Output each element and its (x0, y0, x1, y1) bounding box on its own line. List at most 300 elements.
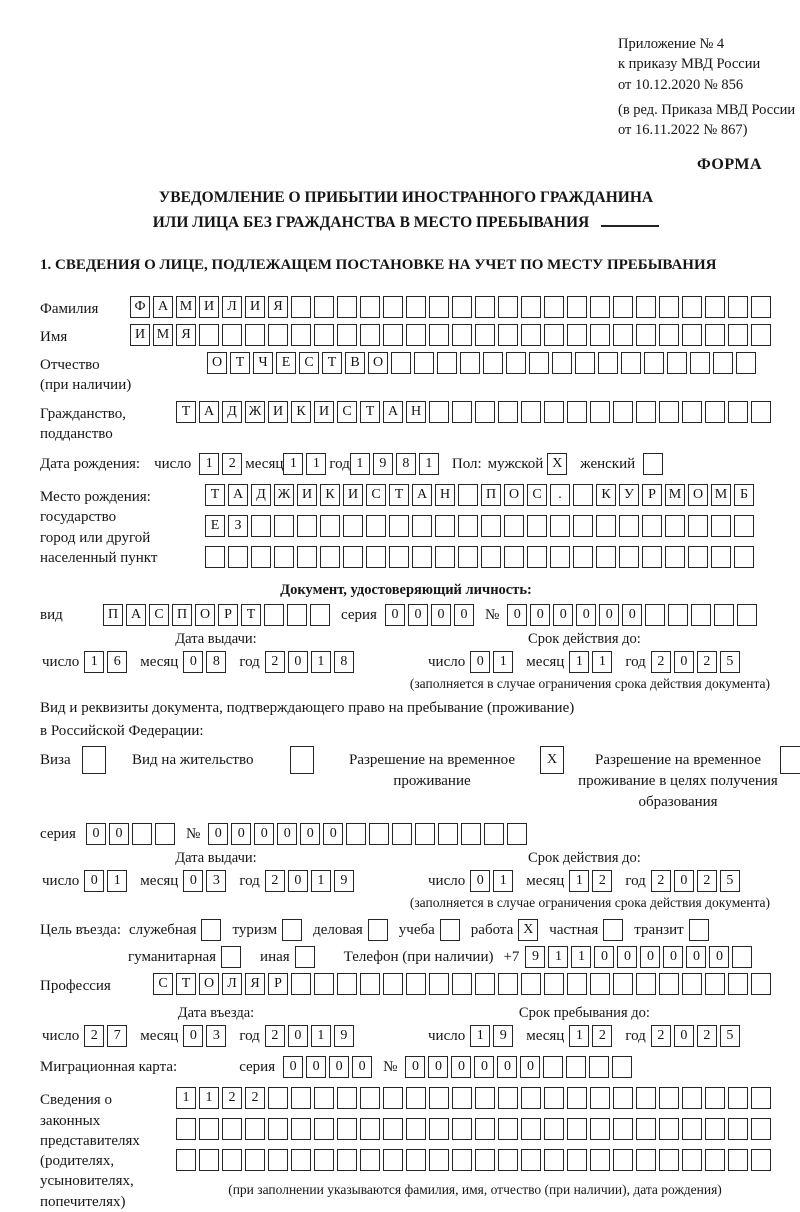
char-box[interactable] (314, 973, 334, 995)
char-box[interactable] (682, 973, 702, 995)
char-box[interactable] (461, 823, 481, 845)
char-box[interactable] (291, 324, 311, 346)
char-box[interactable] (521, 1118, 541, 1140)
char-box[interactable] (366, 515, 386, 537)
char-box[interactable] (498, 401, 518, 423)
char-box[interactable] (734, 546, 754, 568)
char-box[interactable] (573, 515, 593, 537)
char-box[interactable] (705, 324, 725, 346)
char-box[interactable]: О (195, 604, 215, 626)
purpose-tourism-checkbox[interactable] (282, 919, 302, 941)
char-box[interactable] (596, 546, 616, 568)
char-box[interactable] (458, 546, 478, 568)
purpose-transit-checkbox[interactable] (689, 919, 709, 941)
char-box[interactable]: П (103, 604, 123, 626)
option-temp-residence-education-checkbox[interactable] (780, 746, 800, 774)
char-box[interactable] (484, 823, 504, 845)
char-box[interactable] (527, 546, 547, 568)
char-box[interactable] (222, 1118, 242, 1140)
char-box[interactable]: 7 (107, 1025, 127, 1047)
char-box[interactable]: Ж (274, 484, 294, 506)
char-box[interactable] (475, 296, 495, 318)
char-box[interactable]: 0 (576, 604, 596, 626)
char-box[interactable]: 0 (497, 1056, 517, 1078)
char-box[interactable]: 8 (206, 651, 226, 673)
char-box[interactable] (751, 296, 771, 318)
char-box[interactable] (498, 1118, 518, 1140)
char-box[interactable]: И (343, 484, 363, 506)
char-box[interactable]: 1 (176, 1087, 196, 1109)
char-box[interactable] (245, 324, 265, 346)
char-box[interactable]: 9 (373, 453, 393, 475)
char-box[interactable] (690, 352, 710, 374)
char-box[interactable] (452, 1087, 472, 1109)
char-box[interactable]: 0 (507, 604, 527, 626)
char-box[interactable] (668, 604, 688, 626)
char-box[interactable] (507, 823, 527, 845)
char-box[interactable] (688, 546, 708, 568)
char-box[interactable]: 1 (569, 1025, 589, 1047)
char-box[interactable]: К (320, 484, 340, 506)
char-box[interactable] (613, 1087, 633, 1109)
char-box[interactable] (199, 1149, 219, 1171)
char-box[interactable] (728, 1149, 748, 1171)
char-box[interactable]: Ф (130, 296, 150, 318)
char-box[interactable] (314, 1087, 334, 1109)
char-box[interactable]: И (268, 401, 288, 423)
char-box[interactable] (590, 973, 610, 995)
char-box[interactable] (406, 324, 426, 346)
char-box[interactable] (728, 1118, 748, 1140)
char-box[interactable] (682, 1087, 702, 1109)
char-box[interactable]: П (481, 484, 501, 506)
char-box[interactable]: 0 (686, 946, 706, 968)
char-box[interactable] (389, 515, 409, 537)
char-box[interactable]: 0 (640, 946, 660, 968)
char-box[interactable] (544, 1118, 564, 1140)
char-box[interactable]: 3 (206, 1025, 226, 1047)
char-box[interactable] (429, 1087, 449, 1109)
char-box[interactable] (589, 1056, 609, 1078)
char-box[interactable]: Т (389, 484, 409, 506)
char-box[interactable] (613, 324, 633, 346)
char-box[interactable] (613, 1149, 633, 1171)
char-box[interactable] (659, 973, 679, 995)
char-box[interactable]: 0 (428, 1056, 448, 1078)
char-box[interactable] (567, 1087, 587, 1109)
char-box[interactable] (452, 1118, 472, 1140)
char-box[interactable] (245, 1118, 265, 1140)
char-box[interactable] (435, 515, 455, 537)
purpose-humanitarian-checkbox[interactable] (221, 946, 241, 968)
char-box[interactable]: 0 (617, 946, 637, 968)
char-box[interactable]: В (345, 352, 365, 374)
char-box[interactable]: 1 (283, 453, 303, 475)
char-box[interactable] (682, 296, 702, 318)
char-box[interactable] (498, 973, 518, 995)
char-box[interactable] (751, 1118, 771, 1140)
purpose-study-checkbox[interactable] (440, 919, 460, 941)
char-box[interactable]: 5 (720, 870, 740, 892)
char-box[interactable] (406, 1087, 426, 1109)
char-box[interactable] (360, 1149, 380, 1171)
char-box[interactable]: 0 (474, 1056, 494, 1078)
char-box[interactable]: 2 (651, 870, 671, 892)
char-box[interactable] (475, 1118, 495, 1140)
sex-male-checkbox[interactable]: X (547, 453, 567, 475)
char-box[interactable] (621, 352, 641, 374)
char-box[interactable]: 0 (451, 1056, 471, 1078)
char-box[interactable] (498, 296, 518, 318)
char-box[interactable]: 5 (720, 651, 740, 673)
char-box[interactable] (429, 401, 449, 423)
char-box[interactable] (176, 1149, 196, 1171)
char-box[interactable]: 0 (288, 651, 308, 673)
char-box[interactable]: 6 (107, 651, 127, 673)
char-box[interactable] (521, 1149, 541, 1171)
char-box[interactable] (736, 352, 756, 374)
char-box[interactable]: Н (406, 401, 426, 423)
char-box[interactable]: 2 (697, 651, 717, 673)
char-box[interactable]: Я (176, 324, 196, 346)
char-box[interactable]: 2 (84, 1025, 104, 1047)
char-box[interactable] (751, 324, 771, 346)
char-box[interactable]: 1 (107, 870, 127, 892)
char-box[interactable] (297, 546, 317, 568)
char-box[interactable] (460, 352, 480, 374)
char-box[interactable]: Р (218, 604, 238, 626)
char-box[interactable]: 0 (674, 870, 694, 892)
char-box[interactable] (314, 324, 334, 346)
char-box[interactable]: К (596, 484, 616, 506)
char-box[interactable] (705, 296, 725, 318)
char-box[interactable] (498, 324, 518, 346)
char-box[interactable] (598, 352, 618, 374)
char-box[interactable]: 1 (493, 651, 513, 673)
char-box[interactable] (659, 324, 679, 346)
char-box[interactable]: 0 (288, 870, 308, 892)
char-box[interactable]: А (228, 484, 248, 506)
char-box[interactable] (268, 1118, 288, 1140)
char-box[interactable] (691, 604, 711, 626)
char-box[interactable] (636, 324, 656, 346)
char-box[interactable] (251, 546, 271, 568)
char-box[interactable] (521, 973, 541, 995)
char-box[interactable] (412, 546, 432, 568)
char-box[interactable]: 0 (470, 870, 490, 892)
char-box[interactable]: . (550, 484, 570, 506)
char-box[interactable]: С (153, 973, 173, 995)
char-box[interactable] (567, 401, 587, 423)
char-box[interactable]: 0 (109, 823, 129, 845)
char-box[interactable] (590, 1118, 610, 1140)
char-box[interactable] (337, 973, 357, 995)
char-box[interactable]: 2 (697, 870, 717, 892)
char-box[interactable] (573, 484, 593, 506)
char-box[interactable] (310, 604, 330, 626)
char-box[interactable] (205, 546, 225, 568)
char-box[interactable] (596, 515, 616, 537)
char-box[interactable]: 1 (199, 453, 219, 475)
char-box[interactable]: М (711, 484, 731, 506)
char-box[interactable]: Л (222, 973, 242, 995)
char-box[interactable] (343, 515, 363, 537)
char-box[interactable]: О (207, 352, 227, 374)
char-box[interactable] (711, 546, 731, 568)
char-box[interactable]: 0 (208, 823, 228, 845)
char-box[interactable] (613, 973, 633, 995)
char-box[interactable]: 0 (663, 946, 683, 968)
char-box[interactable] (711, 515, 731, 537)
purpose-other-checkbox[interactable] (295, 946, 315, 968)
char-box[interactable] (314, 1149, 334, 1171)
char-box[interactable] (682, 324, 702, 346)
char-box[interactable] (521, 324, 541, 346)
char-box[interactable]: У (619, 484, 639, 506)
char-box[interactable]: 0 (352, 1056, 372, 1078)
char-box[interactable]: Е (205, 515, 225, 537)
char-box[interactable] (438, 823, 458, 845)
char-box[interactable] (567, 973, 587, 995)
char-box[interactable] (575, 352, 595, 374)
char-box[interactable] (566, 1056, 586, 1078)
char-box[interactable] (406, 296, 426, 318)
char-box[interactable] (337, 1118, 357, 1140)
char-box[interactable]: А (153, 296, 173, 318)
char-box[interactable]: 1 (84, 651, 104, 673)
char-box[interactable]: 0 (300, 823, 320, 845)
char-box[interactable] (475, 1087, 495, 1109)
char-box[interactable]: 9 (493, 1025, 513, 1047)
char-box[interactable]: 0 (553, 604, 573, 626)
char-box[interactable] (521, 401, 541, 423)
char-box[interactable] (636, 1087, 656, 1109)
char-box[interactable] (644, 352, 664, 374)
char-box[interactable] (291, 1087, 311, 1109)
char-box[interactable]: С (149, 604, 169, 626)
char-box[interactable] (337, 1149, 357, 1171)
char-box[interactable] (613, 401, 633, 423)
option-temp-residence-checkbox[interactable]: X (540, 746, 564, 774)
char-box[interactable] (475, 401, 495, 423)
char-box[interactable]: 2 (265, 870, 285, 892)
char-box[interactable]: 1 (571, 946, 591, 968)
char-box[interactable] (291, 973, 311, 995)
char-box[interactable]: 5 (720, 1025, 740, 1047)
char-box[interactable] (429, 1149, 449, 1171)
char-box[interactable]: 8 (334, 651, 354, 673)
char-box[interactable]: А (199, 401, 219, 423)
char-box[interactable] (291, 1149, 311, 1171)
char-box[interactable]: 0 (454, 604, 474, 626)
char-box[interactable] (475, 324, 495, 346)
char-box[interactable]: 2 (697, 1025, 717, 1047)
char-box[interactable]: И (199, 296, 219, 318)
char-box[interactable]: Б (734, 484, 754, 506)
char-box[interactable] (383, 973, 403, 995)
char-box[interactable]: Р (642, 484, 662, 506)
char-box[interactable] (543, 1056, 563, 1078)
char-box[interactable]: 1 (350, 453, 370, 475)
char-box[interactable] (429, 1118, 449, 1140)
char-box[interactable]: Л (222, 296, 242, 318)
char-box[interactable]: С (366, 484, 386, 506)
char-box[interactable] (590, 296, 610, 318)
char-box[interactable] (636, 1118, 656, 1140)
char-box[interactable]: Т (176, 973, 196, 995)
char-box[interactable] (682, 1149, 702, 1171)
char-box[interactable] (268, 1087, 288, 1109)
char-box[interactable] (222, 1149, 242, 1171)
char-box[interactable] (728, 296, 748, 318)
char-box[interactable]: 1 (199, 1087, 219, 1109)
char-box[interactable] (383, 1118, 403, 1140)
char-box[interactable]: 1 (311, 870, 331, 892)
char-box[interactable] (636, 1149, 656, 1171)
char-box[interactable]: 2 (245, 1087, 265, 1109)
char-box[interactable] (475, 1149, 495, 1171)
char-box[interactable] (665, 515, 685, 537)
char-box[interactable]: Т (360, 401, 380, 423)
char-box[interactable] (389, 546, 409, 568)
char-box[interactable] (619, 515, 639, 537)
char-box[interactable]: Д (251, 484, 271, 506)
char-box[interactable] (412, 515, 432, 537)
char-box[interactable]: А (383, 401, 403, 423)
char-box[interactable] (314, 296, 334, 318)
char-box[interactable]: Ч (253, 352, 273, 374)
char-box[interactable] (751, 973, 771, 995)
char-box[interactable]: 1 (592, 651, 612, 673)
char-box[interactable]: М (176, 296, 196, 318)
char-box[interactable]: 0 (183, 651, 203, 673)
char-box[interactable] (619, 546, 639, 568)
char-box[interactable] (636, 296, 656, 318)
char-box[interactable]: 0 (183, 870, 203, 892)
char-box[interactable]: 0 (183, 1025, 203, 1047)
char-box[interactable]: 1 (311, 1025, 331, 1047)
char-box[interactable] (458, 484, 478, 506)
char-box[interactable] (337, 324, 357, 346)
char-box[interactable] (642, 515, 662, 537)
char-box[interactable] (383, 1149, 403, 1171)
char-box[interactable]: Я (268, 296, 288, 318)
char-box[interactable] (504, 515, 524, 537)
char-box[interactable] (665, 546, 685, 568)
purpose-work-checkbox[interactable]: X (518, 919, 538, 941)
char-box[interactable] (498, 1087, 518, 1109)
char-box[interactable]: 0 (594, 946, 614, 968)
char-box[interactable] (659, 1087, 679, 1109)
char-box[interactable] (550, 546, 570, 568)
char-box[interactable] (567, 324, 587, 346)
char-box[interactable] (567, 1149, 587, 1171)
char-box[interactable]: 2 (592, 1025, 612, 1047)
char-box[interactable] (544, 401, 564, 423)
char-box[interactable] (320, 515, 340, 537)
char-box[interactable] (391, 352, 411, 374)
char-box[interactable] (245, 1149, 265, 1171)
char-box[interactable] (264, 604, 284, 626)
char-box[interactable]: М (665, 484, 685, 506)
char-box[interactable] (274, 546, 294, 568)
char-box[interactable]: 0 (405, 1056, 425, 1078)
char-box[interactable] (567, 296, 587, 318)
char-box[interactable]: 0 (431, 604, 451, 626)
char-box[interactable]: 0 (520, 1056, 540, 1078)
char-box[interactable]: З (228, 515, 248, 537)
char-box[interactable]: О (688, 484, 708, 506)
char-box[interactable]: 0 (84, 870, 104, 892)
char-box[interactable]: П (172, 604, 192, 626)
char-box[interactable] (504, 546, 524, 568)
char-box[interactable] (645, 604, 665, 626)
char-box[interactable] (222, 324, 242, 346)
char-box[interactable]: К (291, 401, 311, 423)
char-box[interactable] (429, 296, 449, 318)
char-box[interactable] (452, 324, 472, 346)
char-box[interactable] (613, 1118, 633, 1140)
char-box[interactable]: 0 (709, 946, 729, 968)
char-box[interactable] (383, 296, 403, 318)
char-box[interactable]: 0 (470, 651, 490, 673)
char-box[interactable] (406, 1149, 426, 1171)
char-box[interactable]: 0 (254, 823, 274, 845)
char-box[interactable] (291, 1118, 311, 1140)
char-box[interactable]: 0 (231, 823, 251, 845)
char-box[interactable] (544, 973, 564, 995)
char-box[interactable] (544, 324, 564, 346)
char-box[interactable]: Д (222, 401, 242, 423)
sex-female-checkbox[interactable] (643, 453, 663, 475)
char-box[interactable]: 0 (599, 604, 619, 626)
char-box[interactable]: 2 (222, 1087, 242, 1109)
char-box[interactable] (751, 401, 771, 423)
char-box[interactable] (636, 973, 656, 995)
char-box[interactable]: О (504, 484, 524, 506)
char-box[interactable]: С (299, 352, 319, 374)
char-box[interactable]: А (126, 604, 146, 626)
char-box[interactable] (544, 1149, 564, 1171)
char-box[interactable]: И (297, 484, 317, 506)
char-box[interactable]: С (337, 401, 357, 423)
char-box[interactable] (435, 546, 455, 568)
char-box[interactable] (155, 823, 175, 845)
option-visa-checkbox[interactable] (82, 746, 106, 774)
char-box[interactable] (360, 1087, 380, 1109)
char-box[interactable]: 0 (408, 604, 428, 626)
char-box[interactable] (291, 296, 311, 318)
char-box[interactable] (360, 296, 380, 318)
char-box[interactable] (366, 546, 386, 568)
char-box[interactable] (613, 296, 633, 318)
char-box[interactable]: 0 (385, 604, 405, 626)
char-box[interactable] (659, 296, 679, 318)
char-box[interactable]: 1 (419, 453, 439, 475)
char-box[interactable]: 0 (674, 1025, 694, 1047)
char-box[interactable] (360, 973, 380, 995)
char-box[interactable] (590, 1087, 610, 1109)
char-box[interactable]: С (527, 484, 547, 506)
char-box[interactable] (369, 823, 389, 845)
char-box[interactable]: 2 (592, 870, 612, 892)
char-box[interactable] (751, 1087, 771, 1109)
char-box[interactable] (590, 401, 610, 423)
char-box[interactable] (452, 296, 472, 318)
char-box[interactable]: Т (205, 484, 225, 506)
char-box[interactable] (452, 973, 472, 995)
char-box[interactable] (346, 823, 366, 845)
